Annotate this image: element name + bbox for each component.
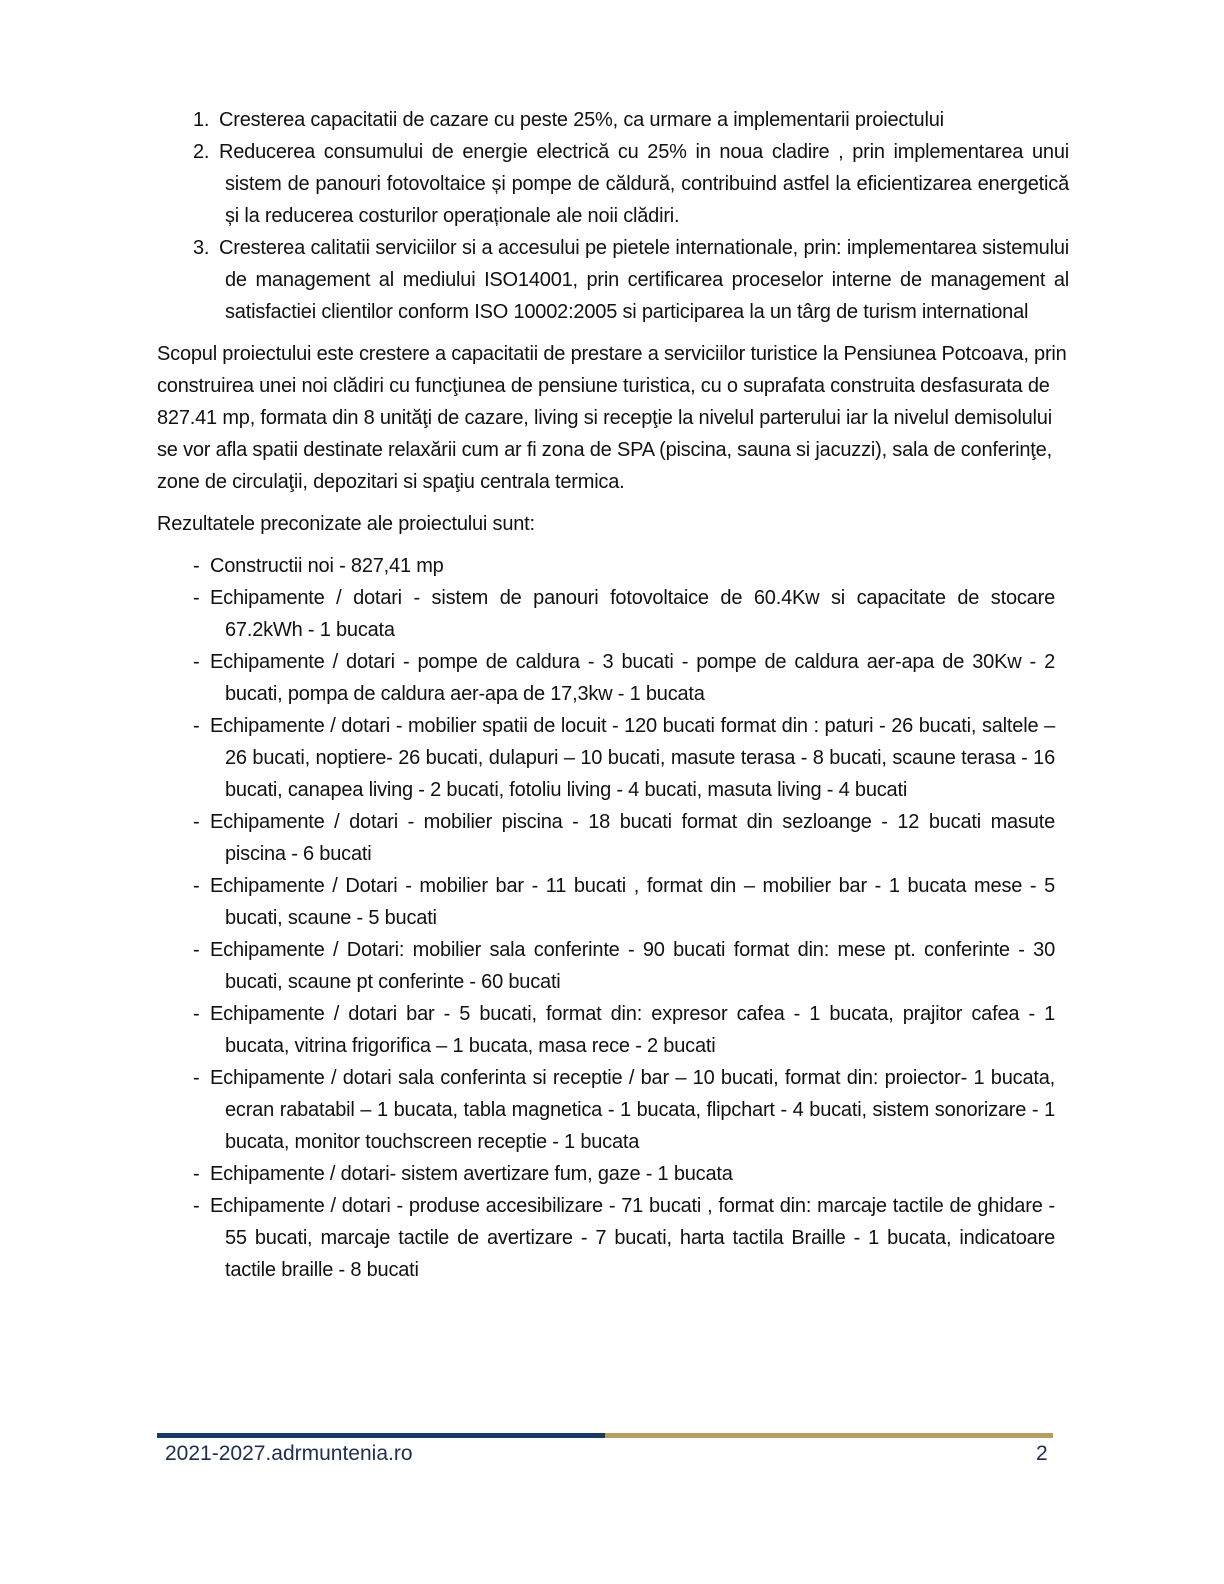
objective-number: 1.	[193, 109, 210, 131]
result-text: Echipamente / dotari - mobilier spatii de locuit - 120 bucati format din : paturi - 26 bucati, saltele – 26 bucati, noptiere- 26 bucati, dulapuri – 10 bucati, masute terasa - 8 bucati, scaune terasa - 16 bucati, canapea living - 2 bucati, fotoliu living - 4 bucati, masuta living - 4 bucati	[210, 715, 1055, 801]
footer-divider-navy	[157, 1433, 605, 1438]
result-item	[157, 870, 1055, 934]
result-item	[157, 1190, 1055, 1286]
result-text: Echipamente / dotari- sistem avertizare fum, gaze - 1 bucata	[210, 1163, 733, 1185]
dash-bullet: -	[193, 811, 200, 833]
dash-bullet: -	[193, 587, 200, 609]
footer-url[interactable]: 2021-2027.adrmuntenia.ro	[165, 1442, 413, 1465]
result-item	[157, 1158, 1055, 1190]
page-number: 2	[1036, 1442, 1048, 1465]
results-list	[157, 550, 1055, 1286]
result-item	[157, 998, 1055, 1062]
result-item	[157, 1062, 1055, 1158]
objective-item	[157, 136, 1069, 232]
objective-number: 2.	[193, 141, 210, 163]
objective-text: Reducerea consumului de energie electrică cu 25% in noua cladire , prin implementarea unui sistem de panouri fotovoltaice și pompe de căldură, contribuind astfel la eficientizarea energetică și la reducerea costurilor operaționale ale noii clădiri.	[219, 141, 1069, 227]
footer-divider	[157, 1433, 1053, 1438]
result-item	[157, 710, 1055, 806]
result-text: Echipamente / Dotari - mobilier bar - 11 bucati , format din – mobilier bar - 1 bucata mese - 5 bucati, scaune - 5 bucati	[210, 875, 1055, 929]
dash-bullet: -	[193, 939, 200, 961]
result-text: Constructii noi - 827,41 mp	[210, 555, 444, 577]
result-item	[157, 582, 1055, 646]
result-text: Echipamente / dotari - produse accesibilizare - 71 bucati , format din: marcaje tactile de ghidare - 55 bucati, marcaje tactile de avertizare - 7 bucati, harta tactila Braille - 1 bucata, indicatoare tactile braille - 8 bucati	[210, 1195, 1055, 1281]
document-page	[157, 104, 1069, 1286]
dash-bullet: -	[193, 715, 200, 737]
dash-bullet: -	[193, 1067, 200, 1089]
dash-bullet: -	[193, 555, 200, 577]
result-text: Echipamente / dotari sala conferinta si receptie / bar – 10 bucati, format din: proiector- 1 bucata, ecran rabatabil – 1 bucata, tabla magnetica - 1 bucata, flipchart - 4 bucati, sistem sonorizare - 1 bucata, monitor touchscreen receptie - 1 bucata	[210, 1067, 1055, 1153]
result-text: Echipamente / Dotari: mobilier sala conferinte - 90 bucati format din: mese pt. conferinte - 30 bucati, scaune pt conferinte - 60 bucati	[210, 939, 1055, 993]
objective-number: 3.	[193, 237, 210, 259]
result-text: Echipamente / dotari - pompe de caldura - 3 bucati - pompe de caldura aer-apa de 30Kw - 2 bucati, pompa de caldura aer-apa de 17,3kw - 1 bucata	[210, 651, 1055, 705]
result-item	[157, 550, 1055, 582]
objective-text: Cresterea calitatii serviciilor si a accesului pe pietele internationale, prin: implementarea sistemului de management al mediului ISO14001, prin certificarea proceselor interne de management al satisfactiei clientilor conform ISO 10002:2005 si participarea la un târg de turism international	[219, 237, 1069, 323]
objective-text: Cresterea capacitatii de cazare cu peste 25%, ca urmare a implementarii proiectului	[219, 109, 944, 131]
objective-item	[157, 232, 1069, 328]
result-item	[157, 934, 1055, 998]
results-intro: Rezultatele preconizate ale proiectului sunt:	[157, 513, 535, 535]
result-text: Echipamente / dotari - mobilier piscina - 18 bucati format din sezloange - 12 bucati masute piscina - 6 bucati	[210, 811, 1055, 865]
objectives-list	[157, 104, 1069, 328]
dash-bullet: -	[193, 1163, 200, 1185]
dash-bullet: -	[193, 875, 200, 897]
dash-bullet: -	[193, 1003, 200, 1025]
footer-divider-gold	[605, 1433, 1053, 1438]
dash-bullet: -	[193, 1195, 200, 1217]
dash-bullet: -	[193, 651, 200, 673]
result-item	[157, 646, 1055, 710]
result-text: Echipamente / dotari bar - 5 bucati, format din: expresor cafea - 1 bucata, prajitor cafea - 1 bucata, vitrina frigorifica – 1 bucata, masa rece - 2 bucati	[210, 1003, 1055, 1057]
scope-paragraph: Scopul proiectului este crestere a capacitatii de prestare a serviciilor turistice la Pensiunea Potcoava, prin construirea unei noi clădiri cu funcţiunea de pensiune turistica, cu o suprafata construita desfasurata de 827.41 mp, formata din 8 unităţi de cazare, living si recepţie la nivelul parterului iar la nivelul demisolului se vor afla spatii destinate relaxării cum ar fi zona de SPA (piscina, sauna si jacuzzi), sala de conferinţe, zone de circulaţii, depozitari si spaţiu centrala termica.	[157, 343, 1067, 493]
objective-item	[157, 104, 1069, 136]
result-text: Echipamente / dotari - sistem de panouri fotovoltaice de 60.4Kw si capacitate de stocare 67.2kWh - 1 bucata	[210, 587, 1055, 641]
result-item	[157, 806, 1055, 870]
